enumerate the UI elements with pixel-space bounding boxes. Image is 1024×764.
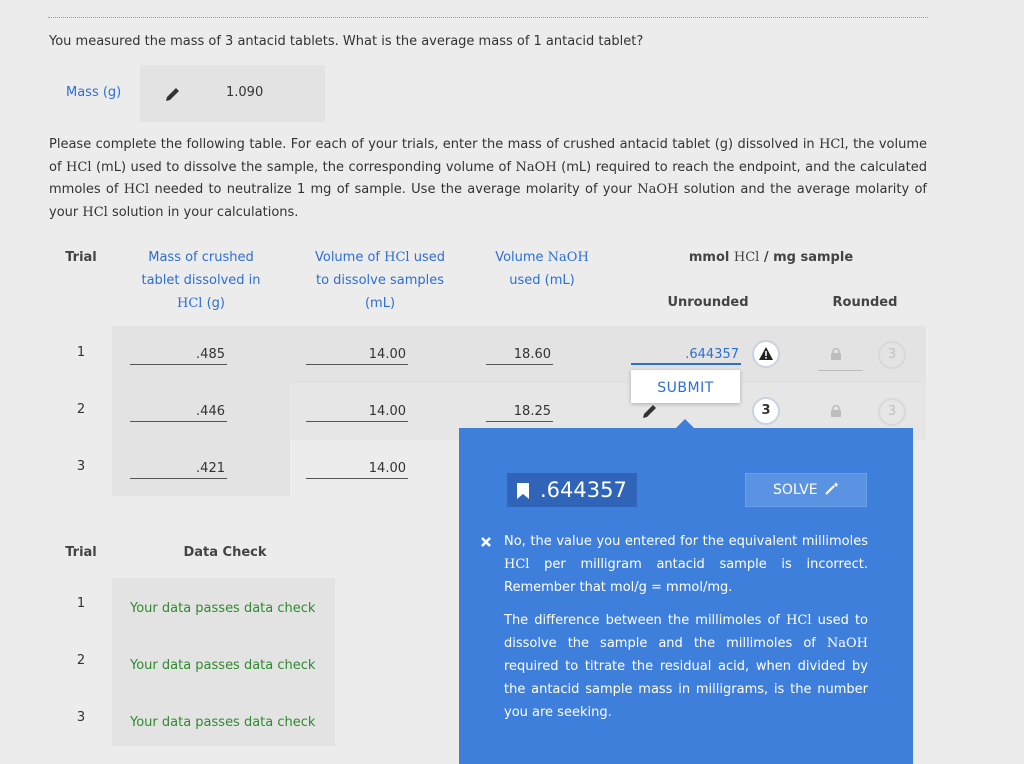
bookmark-icon — [516, 483, 530, 499]
trial-2-rounded-attempts: 3 — [878, 398, 906, 426]
trial-2-attempts-badge: 3 — [752, 397, 780, 425]
naoh-volume-column-header: Volume NaOH used (mL) — [495, 250, 589, 288]
trial-2-rounded-input — [818, 399, 863, 427]
top-divider — [48, 17, 928, 18]
instructions-paragraph: Please complete the following table. For each of your trials, enter the mass of crushed antacid tablet (g) dissolved in HCl, the volume of HCl (mL) used to dissolve the sample, the corresponding volume of NaOH (mL) required to reach the endpoint, and the calculated mmoles of HCl needed to neutralize 1 mg of sample. Use the average molarity of your NaOH solution and the average molarity of your HCl solution in your calculations. — [49, 137, 927, 220]
trial-3-number: 3 — [76, 459, 86, 474]
lock-icon — [830, 348, 842, 360]
lock-icon — [830, 405, 842, 417]
data-check-trial-header: Trial — [65, 545, 97, 560]
incorrect-x-icon — [480, 533, 492, 552]
pencil-icon — [164, 85, 182, 107]
trial-2-number: 2 — [76, 402, 86, 417]
trial-1-mass-input[interactable]: .485 — [130, 345, 227, 365]
data-check-status-2: Your data passes data check — [130, 658, 316, 673]
mmol-column-header: mmol HCl / mg sample — [688, 250, 854, 265]
feedback-message: No, the value you entered for the equivalent millimoles HCl per milligram antacid sample is incorrect. Remember that mol/g = mmol/mg. — [504, 534, 868, 595]
data-check-trial-1: 1 — [76, 596, 86, 611]
trial-1-rounded-attempts: 3 — [878, 341, 906, 369]
solve-button[interactable]: SOLVE — [745, 473, 867, 507]
mass-label: Mass (g) — [66, 85, 122, 100]
trial-2-mass-input[interactable]: .446 — [130, 402, 227, 422]
submit-button[interactable]: SUBMIT — [631, 370, 740, 403]
trial-2-hcl-volume-input[interactable]: 14.00 — [306, 402, 408, 422]
trial-1-rounded-input — [818, 342, 863, 371]
trial-3-mass-input[interactable]: .421 — [130, 459, 227, 479]
mass-column-header: Mass of crushed tablet dissolved in HCl (g) — [141, 250, 261, 311]
data-check-status-3: Your data passes data check — [130, 715, 316, 730]
trial-2-naoh-volume-input[interactable]: 18.25 — [486, 402, 553, 422]
trial-1-hcl-volume-input[interactable]: 14.00 — [306, 345, 408, 365]
rounded-header: Rounded — [832, 295, 898, 310]
trial-header: Trial — [65, 250, 97, 265]
question-text: You measured the mass of 3 antacid tablets. What is the average mass of 1 antacid tablet? — [49, 34, 644, 49]
trial-1-number: 1 — [76, 345, 86, 360]
trial-1-warning-badge[interactable] — [752, 340, 780, 368]
trial-3-hcl-volume-input[interactable]: 14.00 — [306, 459, 408, 479]
data-check-header: Data Check — [183, 545, 267, 560]
hcl-volume-column-header: Volume of HCl used to dissolve samples (mL) — [314, 250, 445, 311]
popup-pointer — [676, 419, 694, 428]
trial-1-naoh-volume-input[interactable]: 18.60 — [486, 345, 553, 365]
data-check-trial-2: 2 — [76, 653, 86, 668]
magic-wand-icon — [825, 481, 839, 495]
mass-value[interactable]: 1.090 — [226, 85, 264, 100]
trial-1-unrounded-input[interactable]: .644357 — [631, 345, 741, 365]
data-check-status-1: Your data passes data check — [130, 601, 316, 616]
answer-chip: .644357 — [507, 473, 637, 507]
warning-icon — [758, 346, 774, 362]
feedback-hint: The difference between the millimoles of HCl used to dissolve the sample and the millimoles of NaOH required to titrate the residual acid, when divided by the antacid sample mass in milligrams, is the number you are seeking. — [504, 613, 868, 720]
pencil-icon — [641, 402, 659, 424]
unrounded-header: Unrounded — [667, 295, 749, 310]
data-check-trial-3: 3 — [76, 710, 86, 725]
